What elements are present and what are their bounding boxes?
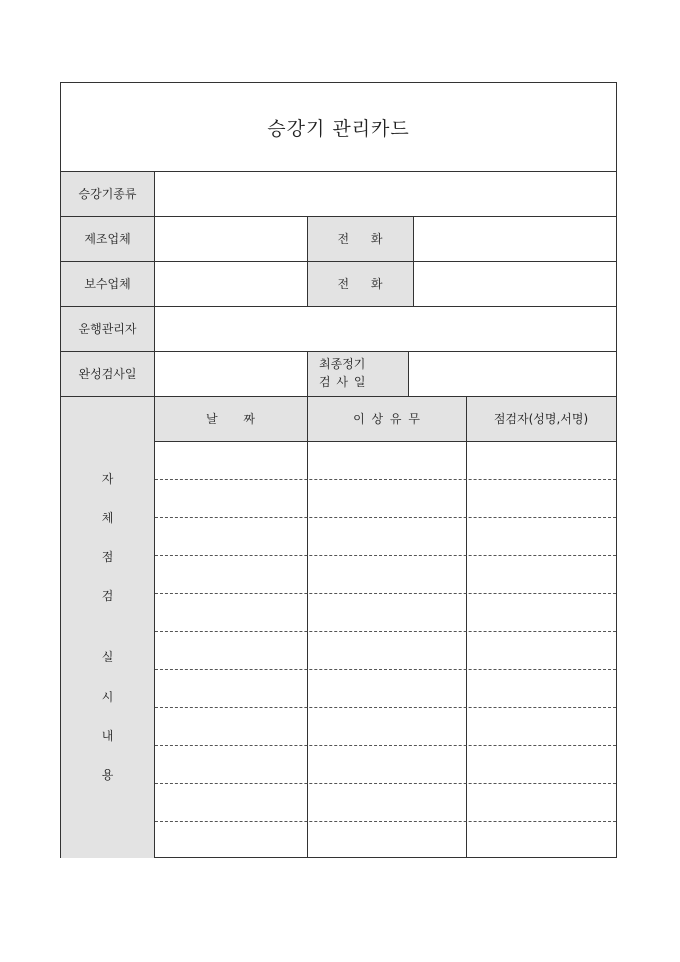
- completion-inspection-date-label: 완성검사일: [61, 351, 154, 396]
- manufacturer-label: 제조업체: [61, 216, 154, 261]
- card-title: 승강기 관리카드: [267, 117, 410, 140]
- last-periodic-inspection-field[interactable]: [408, 351, 616, 396]
- elevator-type-field[interactable]: [154, 171, 616, 216]
- last-periodic-line2: 검 사 일: [319, 375, 366, 389]
- column-header-inspector: 점검자(성명,서명): [466, 396, 616, 441]
- completion-inspection-date-field[interactable]: [154, 351, 307, 396]
- side-char-6: 시: [101, 690, 114, 704]
- operation-manager-field[interactable]: [154, 306, 616, 351]
- side-char-2: 체: [101, 511, 114, 525]
- last-periodic-inspection-label: [307, 351, 408, 396]
- column-header-abnormality: 이 상 유 무: [307, 396, 466, 441]
- manufacturer-phone-label: 전 화: [307, 216, 413, 261]
- side-char-5: 실: [101, 650, 114, 664]
- self-inspection-side-label: [61, 396, 154, 858]
- management-card: [60, 82, 617, 858]
- side-char-1: 자: [101, 472, 114, 486]
- maintenance-company-label: 보수업체: [61, 261, 154, 306]
- elevator-type-label: 승강기종류: [61, 171, 154, 216]
- side-char-3: 점: [101, 550, 114, 564]
- operation-manager-label: 운행관리자: [61, 306, 154, 351]
- last-periodic-line1: 최종정기: [319, 357, 366, 371]
- column-header-date: 날 짜: [154, 396, 307, 441]
- side-char-4: 검: [101, 589, 114, 603]
- manufacturer-field[interactable]: [154, 216, 307, 261]
- maintenance-phone-label: 전 화: [307, 261, 413, 306]
- side-char-8: 용: [101, 768, 114, 782]
- manufacturer-phone-field[interactable]: [413, 216, 616, 261]
- side-char-7: 내: [101, 729, 114, 743]
- inspection-log-body[interactable]: [155, 442, 616, 858]
- maintenance-company-field[interactable]: [154, 261, 307, 306]
- maintenance-phone-field[interactable]: [413, 261, 616, 306]
